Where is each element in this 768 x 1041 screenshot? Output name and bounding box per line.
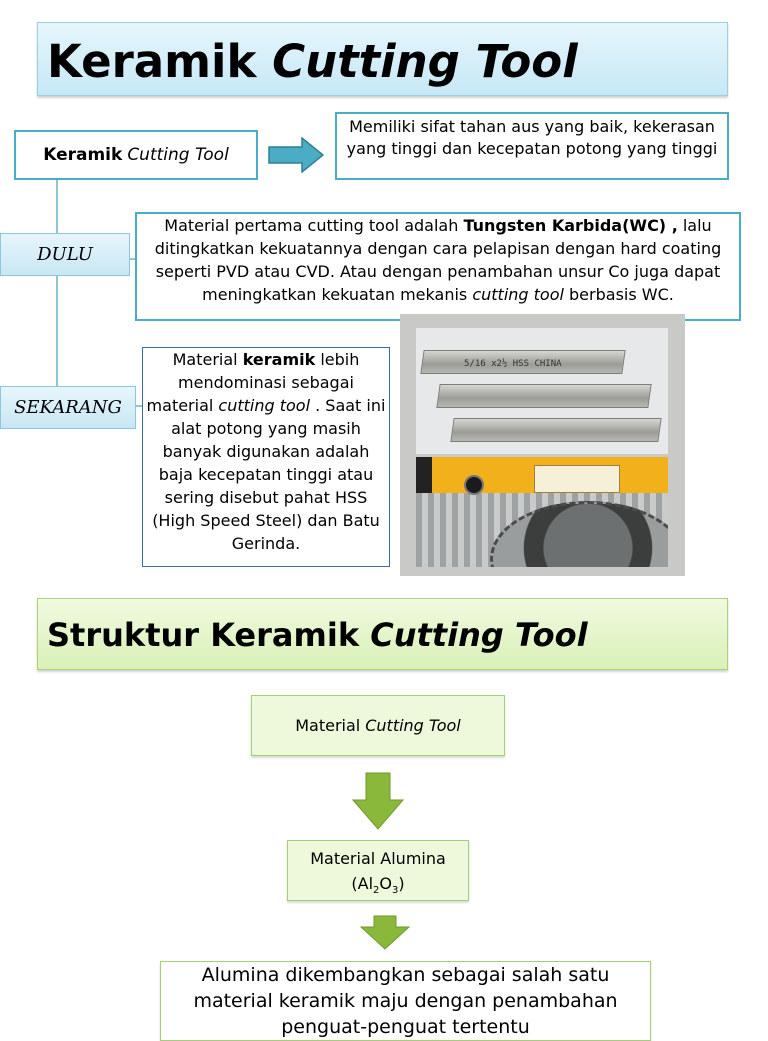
formula-part: ) (398, 874, 405, 893)
cutting-tool-photos (400, 314, 685, 576)
dulu-text: Material pertama cutting tool adalah (164, 216, 464, 235)
right-arrow-icon (268, 137, 324, 173)
flow-box2-line1: Material Alumina (310, 849, 446, 868)
formula-subscript: 3 (391, 885, 399, 897)
keramik-box (14, 130, 258, 180)
dulu-text: berbasis WC. (563, 285, 674, 304)
connector-line (56, 180, 58, 386)
title-struktur-keramik (37, 598, 728, 670)
page-title (47, 35, 578, 88)
flow-box-material-alumina (287, 840, 469, 901)
keramik-box-italic: Cutting Tool (127, 145, 229, 165)
sekarang-description (142, 347, 390, 567)
sekarang-italic: cutting tool (218, 396, 311, 415)
properties-box: Memiliki sifat tahan aus yang baik, kekerasan yang tinggi dan kecepatan potong yang tinggi (335, 112, 729, 180)
dulu-description (135, 212, 741, 321)
hss-bar (450, 418, 661, 442)
section-title (47, 616, 588, 654)
flow-box1-italic: Cutting Tool (365, 716, 461, 735)
flow-box1-plain: Material (295, 716, 361, 735)
hss-bars-photo (416, 328, 668, 454)
hss-bar-label: 5/16 x2½ HSS CHINA (464, 359, 562, 369)
saw-knob (464, 475, 484, 495)
down-arrow-icon (360, 915, 410, 950)
sekarang-text: . Saat ini alat potong yang masih banyak digunakan adalah baja kecepatan tinggi atau sering disebut pahat HSS (High Speed Steel) dan Batu Gerinda. (152, 396, 386, 553)
title2-italic: Cutting Tool (370, 616, 588, 654)
title-italic: Cutting Tool (272, 35, 578, 88)
sekarang-bold: keramik (242, 350, 316, 369)
saw-blade-photo (416, 457, 668, 567)
sekarang-text: lebih mendominasi sebagai material (146, 350, 360, 415)
tag-dulu: DULU (0, 233, 130, 276)
flow-box2-formula (288, 871, 468, 903)
flow-box-alumina-description: Alumina dikembangkan sebagai salah satu material keramik maju dengan penambahan penguat-penguat tertentu (160, 961, 651, 1041)
down-arrow-icon (352, 772, 404, 830)
title-plain: Keramik (47, 35, 273, 88)
flow-box-material-cutting-tool (251, 695, 505, 756)
keramik-box-plain: Keramik (43, 145, 123, 165)
title2-plain: Struktur Keramik (47, 616, 371, 654)
formula-part: (Al (351, 874, 374, 893)
tag-sekarang: SEKARANG (0, 386, 136, 429)
dulu-italic: cutting tool (472, 285, 564, 304)
dulu-text: lalu ditingkatkan kekuatannya dengan cara pelapisan dengan hard coating seperti PVD atau CVD. Atau dengan penambahan unsur Co juga dapat meningkatkan kekuatan mekanis (154, 216, 722, 304)
formula-part: O (379, 874, 392, 893)
dulu-bold: Tungsten Karbida(WC) , (463, 216, 678, 235)
hss-bar (436, 384, 651, 408)
title-keramik-cutting-tool (37, 22, 728, 96)
saw-sticker (534, 465, 620, 493)
formula-subscript: 2 (373, 885, 380, 897)
sekarang-text: Material (172, 350, 243, 369)
